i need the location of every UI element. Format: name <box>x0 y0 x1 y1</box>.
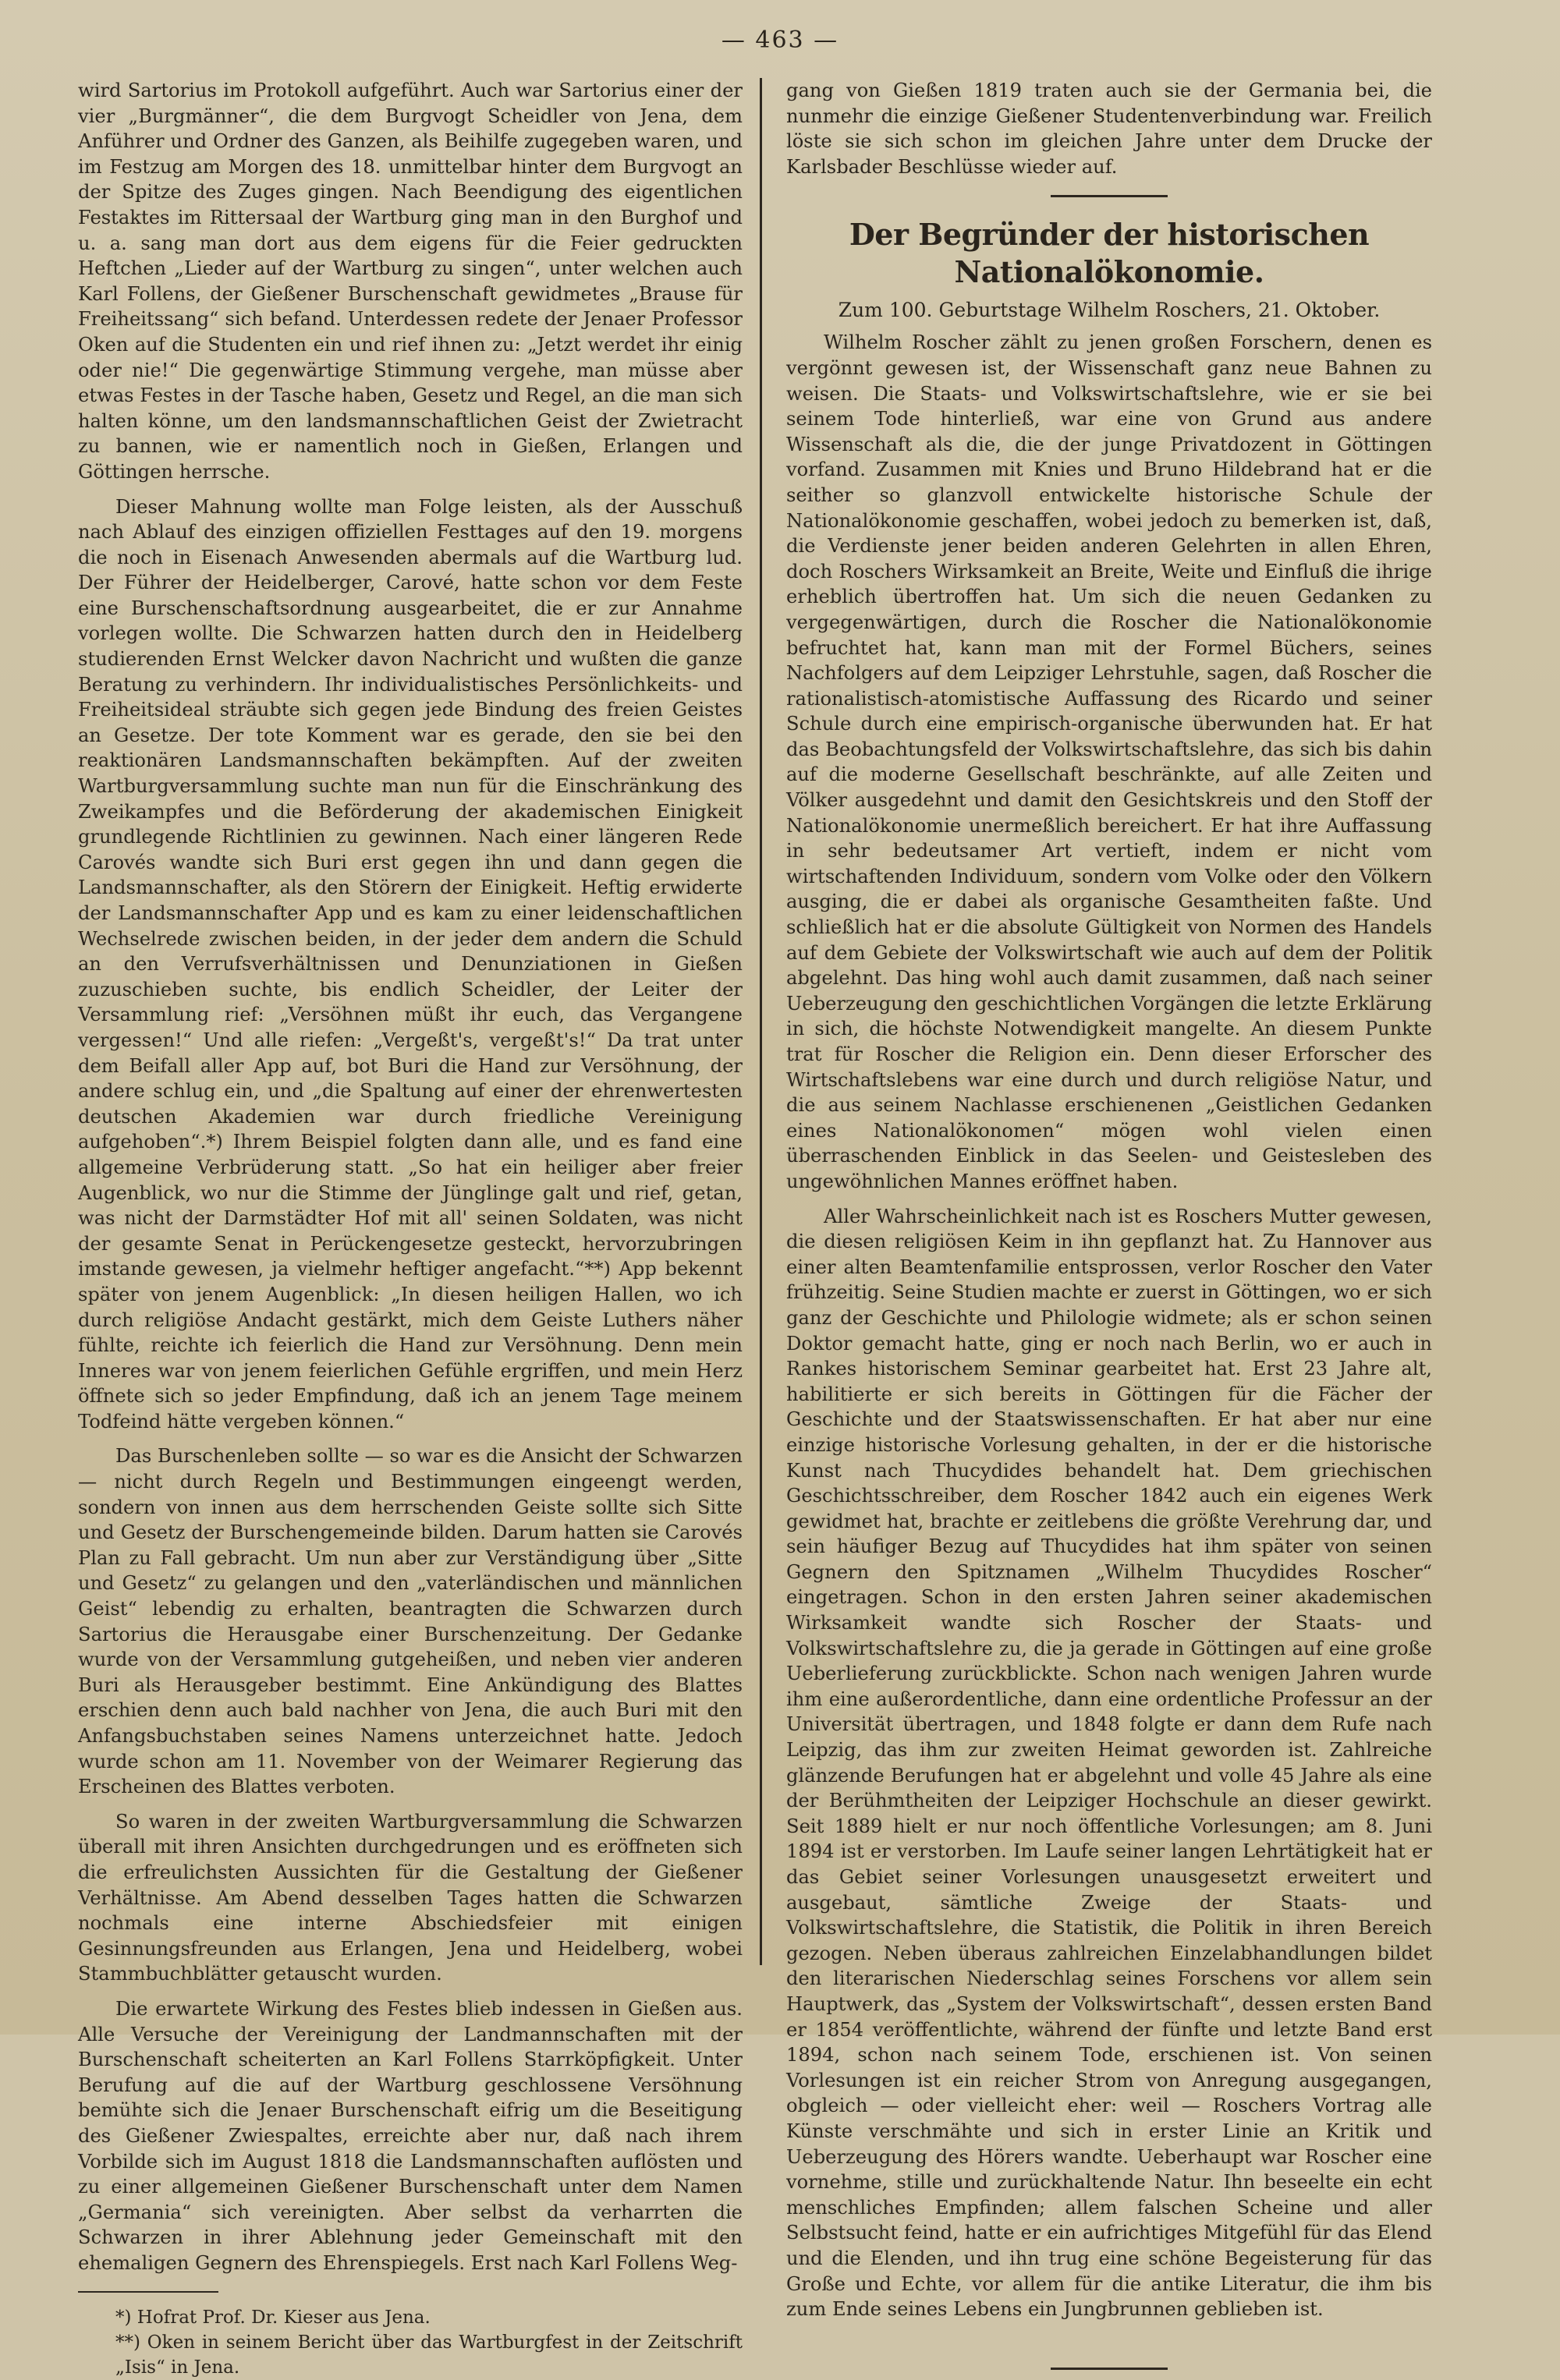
paragraph-continuation: wird Sartorius im Protokoll aufgeführt. Auch war Sartorius einer der vier „Burgmänner“, die dem Burgvogt Scheidler von Jena, dem Anführer und Ordner des Ganzen, als Beihilfe zugegeben waren, und im Festzug am Morgen des 18. unmittelbar hinter dem Burgvogt an der Spitze des Zuges gingen. Nach Beendigung des eigentlichen Festaktes im Rittersaal der Wartburg ging man in den Burghof und u. a. sang man dort aus dem eigens für die Feier gedruckten Heftchen „Lieder auf der Wartburg zu singen“, unter welchen auch Karl Follens, der Gießener Burschenschaft gewidmetes „Brause für Freiheitssang“ sich befand. Unterdessen redete der Jenaer Professor Oken auf die Studenten ein und rief ihnen zu: „Jetzt werdet ihr einig oder nie!“ Die gegenwärtige Stimmung vergehe, man müsse aber etwas Festes in der Tasche haben, Gesetz und Regel, an die man sich halten könne, um den landsmannschaftlichen Geist der Zwietracht zu bannen, wie er namentlich noch in Gießen, Erlangen und Göttingen herrsche. <box>78 80 743 483</box>
right-column <box>786 78 1432 2370</box>
footnote-2: **) Oken in seinem Bericht über das Wartburgfest in der Zeitschrift „Isis“ in Jena. <box>115 2332 743 2378</box>
end-divider <box>1051 2368 1168 2370</box>
paragraph: Aller Wahrscheinlichkeit nach ist es Roschers Mutter gewesen, die diesen religiösen Keim in ihn gepflanzt hat. Zu Hannover aus einer alten Beamtenfamilie entsprossen, verlor Roscher den Vater frühzeitig. Seine Studien machte er zuerst in Göttingen, wo er sich ganz der Geschichte und Philologie widmete; als er schon seinen Doktor gemacht hatte, ging er noch nach Berlin, wo er auch in Rankes historischem Seminar gearbeitet hat. Erst 23 Jahre alt, habilitierte er sich bereits in Göttingen für die Fächer der Geschichte und der Staatswissenschaften. Er hat aber nur eine einzige historische Vorlesung gehalten, in der er die historische Kunst nach Thucydides behandelt hat. Dem griechischen Geschichtsschreiber, dem Roscher 1842 auch ein eigenes Werk gewidmet hat, brachte er zeitlebens die größte Verehrung dar, und sein häufiger Bezug auf Thucydides hat ihm später von seinen Gegnern den Spitznamen „Wilhelm Thucydides Roscher“ eingetragen. Schon in den ersten Jahren seiner akademischen Wirksamkeit wandte sich Roscher der Staats- und Volkswirtschaftslehre zu, die ja gerade in Göttingen auf eine große Ueberlieferung zurückblickte. Schon nach wenigen Jahren wurde ihm eine außerordentliche, dann eine ordentliche Professur an der Universität übertragen, und 1848 folgte er dann dem Rufe nach Leipzig, das ihm zur zweiten Heimat geworden ist. Zahlreiche glänzende Berufungen hat er abgelehnt und volle 45 Jahre als eine der Berühmtheiten der Leipziger Hochschule an dieser gewirkt. Seit 1889 hielt er nur noch öffentliche Vorlesungen; am 8. Juni 1894 ist er verstorben. Im Laufe seiner langen Lehrtätigkeit hat er das Gebiet seiner Vorlesungen unausgesetzt erweitert und ausgebaut, sämtliche Zweige der Staats- und Volkswirtschaftslehre, die Statistik, die Politik in ihren Bereich gezogen. Neben überaus zahlreichen Einzelabhandlungen bildet den literarischen Niederschlag seines Forschens vor allem sein Hauptwerk, das „System der Volkswirtschaft“, dessen ersten Band er 1854 veröffentlichte, während der fünfte und letzte Band erst 1894, schon nach seinem Tode, erschienen ist. Von seinen Vorlesungen ist ein reicher Strom von Anregung ausgegangen, obgleich — oder vielleicht eher: weil — Roschers Vortrag alle Künste verschmähte und sich in erster Linie an Kritik und Ueberzeugung des Hörers wandte. Ueberhaupt war Roscher eine vornehme, stille und zurückhaltende Natur. Ihn beseelte ein echt menschliches Empfinden; allem falschen Scheine und aller Selbstsucht feind, hatte er ein aufrichtiges Mitgefühl für das Elend und die Elenden, und ihn trug eine schöne Begeisterung für das Große und Echte, vor allem für die antike Literatur, die ihm bis zum Ende seines Lebens ein Jungbrunnen geblieben ist. <box>786 1205 1432 2321</box>
footnote-1: *) Hofrat Prof. Dr. Kieser aus Jena. <box>115 2307 431 2329</box>
paragraph: Dieser Mahnung wollte man Folge leisten, als der Ausschuß nach Ablauf des einzigen offiziellen Festtages auf den 19. morgens die noch in Eisenach Anwesenden abermals auf die Wartburg lud. Der Führer der Heidelberger, Carové, hatte schon vor dem Feste eine Burschenschaftsordnung ausgearbeitet, die er zur Annahme vorlegen wollte. Die Schwarzen hatten durch den in Heidelberg studierenden Ernst Welcker davon Nachricht und wußten die ganze Beratung zu verhindern. Ihr individualistisches Persönlichkeits- und Freiheitsideal sträubte sich gegen jede Bindung des freien Geistes an Gesetze. Der tote Komment war es gerade, den sie bei den reaktionären Landsmannschaften bekämpften. Auf der zweiten Wartburgversammlung suchte man nun für die Einschränkung des Zweikampfes und die Beförderung der akademischen Einigkeit grundlegende Richtlinien zu gewinnen. Nach einer längeren Rede Carovés wandte sich Buri erst gegen ihn und dann gegen die Landsmannschafter, als den Störern der Einigkeit. Heftig erwiderte der Landsmannschafter App und es kam zu einer leidenschaftlichen Wechselrede zwischen beiden, in der jeder dem andern die Schuld an den Verrufsverhältnissen und Denunziationen in Gießen zuzuschieben suchte, bis endlich Scheidler, der Leiter der Versammlung rief: „Versöhnen müßt ihr euch, das Vergangene vergessen!“ Und alle riefen: „Vergeßt's, vergeßt's!“ Da trat unter dem Beifall aller App auf, bot Buri die Hand zur Versöhnung, der andere schlug ein, und „die Spaltung auf einer der ehrenwertesten deutschen Akademien war durch friedliche Vereinigung aufgehoben“.*) Ihrem Beispiel folgten dann alle, und es fand eine allgemeine Verbrüderung statt. „So hat ein heiliger aber freier Augenblick, wo nur die Stimme der Jünglinge galt und rief, getan, was nicht der Darmstädter Hof mit all' seinen Soldaten, was nicht der gesamte Senat in Perückengesetze gesteckt, hervorzubringen imstande gewesen, ja vielmehr heftiger angefacht.“**) App bekennt später von jenem Augenblick: „In diesen heiligen Hallen, wo ich durch religiöse Andacht gestärkt, mich dem Geiste Luthers näher fühlte, reichte ich feierlich die Hand zur Versöhnung. Denn mein Inneres war von jenem feierlichen Gefühle ergriffen, und mein Herz öffnete sich so jeder Empfindung, daß ich an jenem Tage meinem Todfeind hätte vergeben können.“ <box>78 495 743 1433</box>
paragraph: So waren in der zweiten Wartburgversammlung die Schwarzen überall mit ihren Ansichten durchgedrungen und es eröffneten sich die erfreulichsten Aussichten für die Gestaltung der Gießener Verhältnisse. Am Abend desselben Tages hatten die Schwarzen nochmals eine interne Abschiedsfeier mit einigen Gesinnungsfreunden aus Erlangen, Jena und Heidelberg, wobei Stammbuchblätter getauscht wurden. <box>78 1810 743 1985</box>
paragraph: Wilhelm Roscher zählt zu jenen großen Forschern, denen es vergönnt gewesen ist, der Wissenschaft ganz neue Bahnen zu weisen. Die Staats- und Volkswirtschaftslehre, wie er sie bei seinem Tode hinterließ, war eine von Grund aus andere Wissenschaft als die, die der junge Privatdozent in Göttingen vorfand. Zusammen mit Knies und Bruno Hildebrand hat er die seither so glanzvoll entwickelte historische Schule der Nationalökonomie geschaffen, wobei jedoch zu bemerken ist, daß, die Verdienste jener beiden anderen Gelehrten in allen Ehren, doch Roschers Wirksamkeit an Breite, Weite und Einfluß die ihrige erheblich übertroffen hat. Um sich die neuen Gedanken zu vergegenwärtigen, durch die Roscher die Nationalökonomie befruchtet hat, kann man mit der Formel Büchers, seines Nachfolgers auf dem Leipziger Lehrstuhle, sagen, daß Roscher die rationalistisch-atomistische Auffassung des Ricardo und seiner Schule durch eine empirisch-organische überwunden hat. Er hat das Beobachtungsfeld der Volkswirtschaftslehre, das sich bis dahin auf die moderne Gesellschaft beschränkte, auf alle Zeiten und Völker ausgedehnt und damit den Gesichtskreis und den Stoff der Nationalökonomie unermeßlich bereichert. Er hat ihre Auffassung in sehr bedeutsamer Art vertieft, indem er nicht vom wirtschaftenden Individuum, sondern vom Volke oder den Völkern ausging, die er dabei als organische Gesamtheiten faßte. Und schließlich hat er die absolute Gültigkeit von Normen des Handels auf dem Gebiete der Volkswirtschaft wie auch auf dem der Politik abgelehnt. Das hing wohl auch damit zusammen, daß nach seiner Ueberzeugung den geschichtlichen Vorgängen die letzte Erklärung in sich, die höchste Notwendigkeit mangelte. An diesem Punkte trat für Roscher die Religion ein. Denn dieser Erforscher des Wirtschaftslebens war eine durch und durch religiöse Natur, und die aus seinem Nachlasse erschienenen „Geistlichen Gedanken eines Nationalökonomen“ mögen wohl vielen einen überraschenden Einblick in das Seelen- und Geistesleben des ungewöhnlichen Mannes eröffnet haben. <box>786 331 1432 1192</box>
paragraph: Das Burschenleben sollte — so war es die Ansicht der Schwarzen — nicht durch Regeln und Bestimmungen eingeengt werden, sondern von innen aus dem herrschenden Geiste sollte sich Sitte und Gesetz der Burschengemeinde bilden. Darum hatten sie Carovés Plan zu Fall gebracht. Um nun aber zur Verständigung über „Sitte und Gesetz“ zu gelangen und den „vaterländischen und männlichen Geist“ lebendig zu erhalten, beantragten die Schwarzen durch Sartorius die Herausgabe einer Burschenzeitung. Der Gedanke wurde von der Versammlung gutgeheißen, und neben vier anderen Buri als Herausgeber bestimmt. Eine Ankündigung des Blattes erschien denn auch bald nachher von Jena, die auch Buri mit den Anfangsbuchstaben seines Namens unterzeichnet hatte. Jedoch wurde schon am 11. November von der Weimarer Regierung das Erscheinen des Blattes verboten. <box>78 1445 743 1798</box>
paragraph-continuation: gang von Gießen 1819 traten auch sie der Germania bei, die nunmehr die einzige Gießener Studentenverbindung war. Freilich löste sie sich schon im gleichen Jahre unter dem Drucke der Karlsbader Beschlüsse wieder auf. <box>786 80 1432 178</box>
page-number: — 463 — <box>721 27 839 54</box>
footnote-divider <box>78 2291 218 2293</box>
paragraph: Die erwartete Wirkung des Festes blieb indessen in Gießen aus. Alle Versuche der Vereinigung der Landmannschaften mit der Burschenschaft scheiterten an Karl Follens Starrköpfigkeit. Unter Berufung auf die auf der Wartburg geschlossene Versöhnung bemühte sich die Jenaer Burschenschaft eifrig um die Beseitigung des Gießener Zwiespaltes, erreichte aber nur, daß nach ihrem Vorbilde sich im August 1818 die Landsmannschaften auflösten und zu einer allgemeinen Gießener Burschenschaft unter dem Namen „Germania“ sich vereinigten. Aber selbst da verharrten die Schwarzen in ihrer Ablehnung jeder Gemeinschaft mit den ehemaligen Gegnern des Ehrenspiegels. Erst nach Karl Follens Weg- <box>78 1997 743 2274</box>
article-title: Der Begründer der historischen Nationalökonomie. <box>849 217 1370 290</box>
column-divider <box>760 78 762 1965</box>
left-column <box>78 78 743 2380</box>
section-divider <box>1051 195 1168 197</box>
article-subtitle: Zum 100. Geburtstage Wilhelm Roschers, 21. Oktober. <box>838 299 1381 322</box>
